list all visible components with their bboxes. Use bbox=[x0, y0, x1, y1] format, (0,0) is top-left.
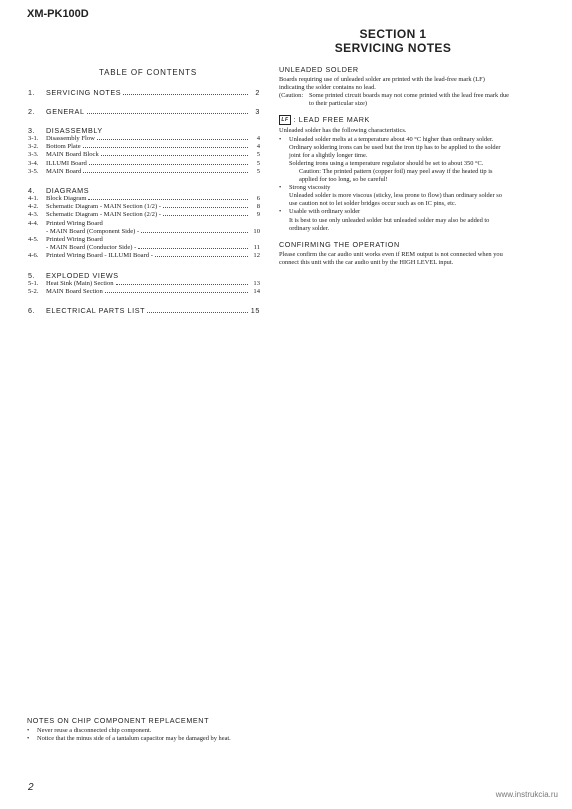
toc-leader-dots bbox=[101, 155, 248, 156]
chip-heading: NOTES ON CHIP COMPONENT REPLACEMENT bbox=[27, 716, 210, 725]
toc-entry-label: MAIN Board bbox=[46, 167, 82, 175]
toc-entry bbox=[28, 228, 260, 236]
list-item: • Unleaded solder melts at a temperature about 40 °C higher than ordinary solder. Ordinary soldering irons can be used but the iron tip has to be applied to the solder joint for a slightly longer time. Soldering irons using a temperature regulator should be set to about 350 °C. Caution: The printed pattern (copper foil) may peel away if the heated tip is applied for too long, so be careful! bbox=[279, 136, 511, 185]
toc-leader-dots bbox=[89, 164, 248, 165]
toc-entry-page: 3 bbox=[255, 107, 260, 116]
caution-label: (Caution: bbox=[279, 92, 304, 100]
toc-entry-number: 3-1. bbox=[28, 135, 39, 142]
toc-entry-label: MAIN Board Block bbox=[46, 151, 99, 159]
toc-leader-dots bbox=[138, 248, 248, 249]
toc-entry bbox=[28, 236, 260, 244]
toc-entry-page: 5 bbox=[256, 151, 260, 159]
toc-group bbox=[28, 107, 260, 116]
confirm-heading: CONFIRMING THE OPERATION bbox=[279, 239, 400, 249]
toc-entry bbox=[28, 107, 260, 116]
toc-leader-dots bbox=[155, 256, 248, 257]
toc-entry bbox=[28, 280, 260, 288]
toc-entry-number: 4-2. bbox=[28, 203, 39, 211]
toc-entry-number: 5-1. bbox=[28, 279, 39, 287]
toc-entry-label: EXPLODED VIEWS bbox=[46, 270, 119, 280]
toc-leader-dots bbox=[105, 292, 248, 293]
toc-leader-dots bbox=[147, 312, 248, 313]
model-header: XM-PK100D bbox=[27, 8, 89, 20]
section-title: SERVICING NOTES bbox=[334, 41, 452, 55]
toc-entry-label: MAIN Board Section bbox=[46, 287, 103, 295]
unleaded-body: Boards requiring use of unleaded solder are printed with the lead-free mark (LF) indicating the solder contains no lead. bbox=[279, 76, 485, 92]
toc-entry-label: GENERAL bbox=[46, 107, 85, 116]
toc-entry bbox=[28, 160, 260, 168]
toc-entry-label: Block Diagram bbox=[46, 195, 87, 203]
toc-entry-page: 9 bbox=[256, 211, 260, 219]
toc-entry-label: Schematic Diagram - MAIN Section (2/2) - bbox=[46, 211, 161, 219]
toc-entry-number: 5-2. bbox=[28, 287, 39, 295]
toc-entry-page: 6 bbox=[256, 195, 260, 203]
toc-entry-number: 4-1. bbox=[28, 195, 39, 203]
toc-entry-number: 4. bbox=[28, 186, 36, 196]
toc-entry-label: Heat Sink (Main) Section bbox=[46, 279, 114, 287]
toc-entry bbox=[28, 143, 260, 151]
toc-entry-page: 15 bbox=[250, 306, 260, 316]
toc-entry bbox=[28, 186, 260, 195]
toc-leader-dots bbox=[97, 139, 248, 140]
toc-leader-dots bbox=[163, 215, 248, 216]
toc-leader-dots bbox=[87, 113, 248, 114]
toc-entry-number: 3-3. bbox=[28, 151, 39, 159]
toc-entry bbox=[28, 203, 260, 211]
toc-entry-number: 5. bbox=[28, 270, 36, 280]
toc-entry-label: ELECTRICAL PARTS LIST bbox=[46, 306, 146, 316]
list-item: • Strong viscosity Unleaded solder is more viscous (sticky, less prone to flow) than ordinary solder so use caution not to let solder bridges occur such as on IC pins, etc. bbox=[279, 184, 502, 208]
page-number: 2 bbox=[28, 782, 34, 793]
toc-entry-page: 4 bbox=[256, 135, 260, 142]
toc-entry bbox=[28, 195, 260, 203]
toc-entry bbox=[28, 88, 260, 97]
section-number: SECTION 1 bbox=[359, 27, 427, 41]
toc-entry-number: 4-4. bbox=[28, 219, 39, 227]
toc-entry-page: 4 bbox=[256, 143, 260, 151]
toc-entry-number: 3-4. bbox=[28, 159, 39, 167]
toc-entry bbox=[28, 244, 260, 252]
toc-leader-dots bbox=[88, 199, 248, 200]
watermark: www.instrukcia.ru bbox=[495, 790, 558, 799]
toc-leader-dots bbox=[163, 207, 248, 208]
toc-group bbox=[28, 88, 260, 97]
toc-entry-label: DIAGRAMS bbox=[46, 186, 90, 196]
confirm-operation-section bbox=[279, 241, 511, 267]
list-item: • Notice that the minus side of a tantalum capacitor may be damaged by heat. bbox=[27, 735, 231, 743]
toc-entry bbox=[28, 126, 260, 135]
toc-entry-page: 10 bbox=[253, 227, 260, 235]
toc-entry-number: 4-6. bbox=[28, 252, 39, 260]
toc-entry-page: 2 bbox=[255, 88, 260, 97]
toc-entry-number: 3-5. bbox=[28, 167, 39, 175]
toc-leader-dots bbox=[123, 94, 248, 95]
unleaded-heading: UNLEADED SOLDER bbox=[279, 65, 359, 74]
toc-entry-page: 5 bbox=[256, 159, 260, 167]
lead-free-section bbox=[279, 115, 511, 232]
toc-entry-page: 11 bbox=[253, 244, 260, 252]
confirm-body: Please confirm the car audio unit works even if REM output is not connected when you connect this unit with the car audio unit by the HIGH LEVEL input. bbox=[279, 250, 503, 266]
toc-group bbox=[28, 306, 260, 315]
toc-entry-number: 6. bbox=[28, 306, 36, 316]
toc-entry-label: ILLUMI Board bbox=[46, 159, 87, 167]
toc-entry bbox=[28, 151, 260, 159]
lead-free-mark-icon: LF bbox=[279, 115, 291, 125]
toc-entry-number: 2. bbox=[28, 107, 36, 116]
toc-entry bbox=[28, 271, 260, 280]
right-column bbox=[279, 66, 511, 267]
table-of-contents bbox=[28, 88, 260, 325]
toc-title: TABLE OF CONTENTS bbox=[99, 68, 197, 77]
toc-entry-label: Printed Wiring Board bbox=[46, 219, 103, 227]
toc-entry-number: 1. bbox=[28, 88, 36, 97]
toc-entry bbox=[28, 252, 260, 260]
section-heading bbox=[318, 27, 468, 55]
toc-leader-dots bbox=[83, 172, 248, 173]
toc-entry-label: Printed Wiring Board bbox=[46, 236, 103, 244]
chip-component-notes bbox=[27, 717, 261, 743]
unleaded-solder-section bbox=[279, 66, 511, 108]
toc-entry bbox=[28, 220, 260, 228]
list-item: • Never reuse a disconnected chip component. bbox=[27, 727, 152, 735]
toc-entry-label: Printed Wiring Board - ILLUMI Board - bbox=[46, 252, 153, 260]
lead-free-heading: : LEAD FREE MARK bbox=[293, 115, 370, 125]
toc-entry-label: Bottom Plate bbox=[46, 143, 81, 151]
soldering-caution: Caution: The printed pattern (copper foil) may peel away if the heated tip is applied for too long, so be careful! bbox=[299, 167, 493, 184]
toc-group bbox=[28, 271, 260, 296]
toc-entry-page: 8 bbox=[256, 203, 260, 211]
toc-entry-number: 3-2. bbox=[28, 143, 39, 151]
toc-entry-label: - MAIN Board (Conductor Side) - bbox=[46, 244, 137, 252]
toc-entry-label: DISASSEMBLY bbox=[46, 126, 103, 135]
list-item: • Usable with ordinary solder It is best to use only unleaded solder but unleaded solder may also be added to ordinary solder. bbox=[279, 208, 490, 232]
toc-leader-dots bbox=[116, 284, 248, 285]
toc-entry bbox=[28, 168, 260, 176]
toc-entry-number: 3. bbox=[28, 126, 36, 135]
toc-entry bbox=[28, 306, 260, 315]
toc-entry bbox=[28, 135, 260, 143]
toc-entry-label: Schematic Diagram - MAIN Section (1/2) - bbox=[46, 203, 161, 211]
toc-entry-number: 4-3. bbox=[28, 211, 39, 219]
caution-text: Some printed circuit boards may not come printed with the lead free mark due to their particular size) bbox=[309, 92, 509, 108]
toc-entry-label: - MAIN Board (Component Side) - bbox=[46, 227, 140, 235]
toc-entry-page: 12 bbox=[253, 252, 260, 260]
toc-entry-page: 14 bbox=[253, 287, 260, 295]
toc-group bbox=[28, 126, 260, 176]
toc-entry-page: 5 bbox=[256, 167, 260, 175]
toc-entry-number: 4-5. bbox=[28, 236, 39, 244]
toc-group bbox=[28, 186, 260, 261]
toc-entry bbox=[28, 211, 260, 219]
toc-entry-page: 13 bbox=[253, 279, 260, 287]
toc-leader-dots bbox=[141, 232, 248, 233]
toc-entry bbox=[28, 288, 260, 296]
toc-entry-label: Disassembly Flow bbox=[46, 135, 95, 142]
lead-free-intro: Unleaded solder has the following characteristics. bbox=[279, 127, 407, 135]
toc-leader-dots bbox=[83, 147, 248, 148]
toc-entry-label: SERVICING NOTES bbox=[46, 88, 122, 97]
